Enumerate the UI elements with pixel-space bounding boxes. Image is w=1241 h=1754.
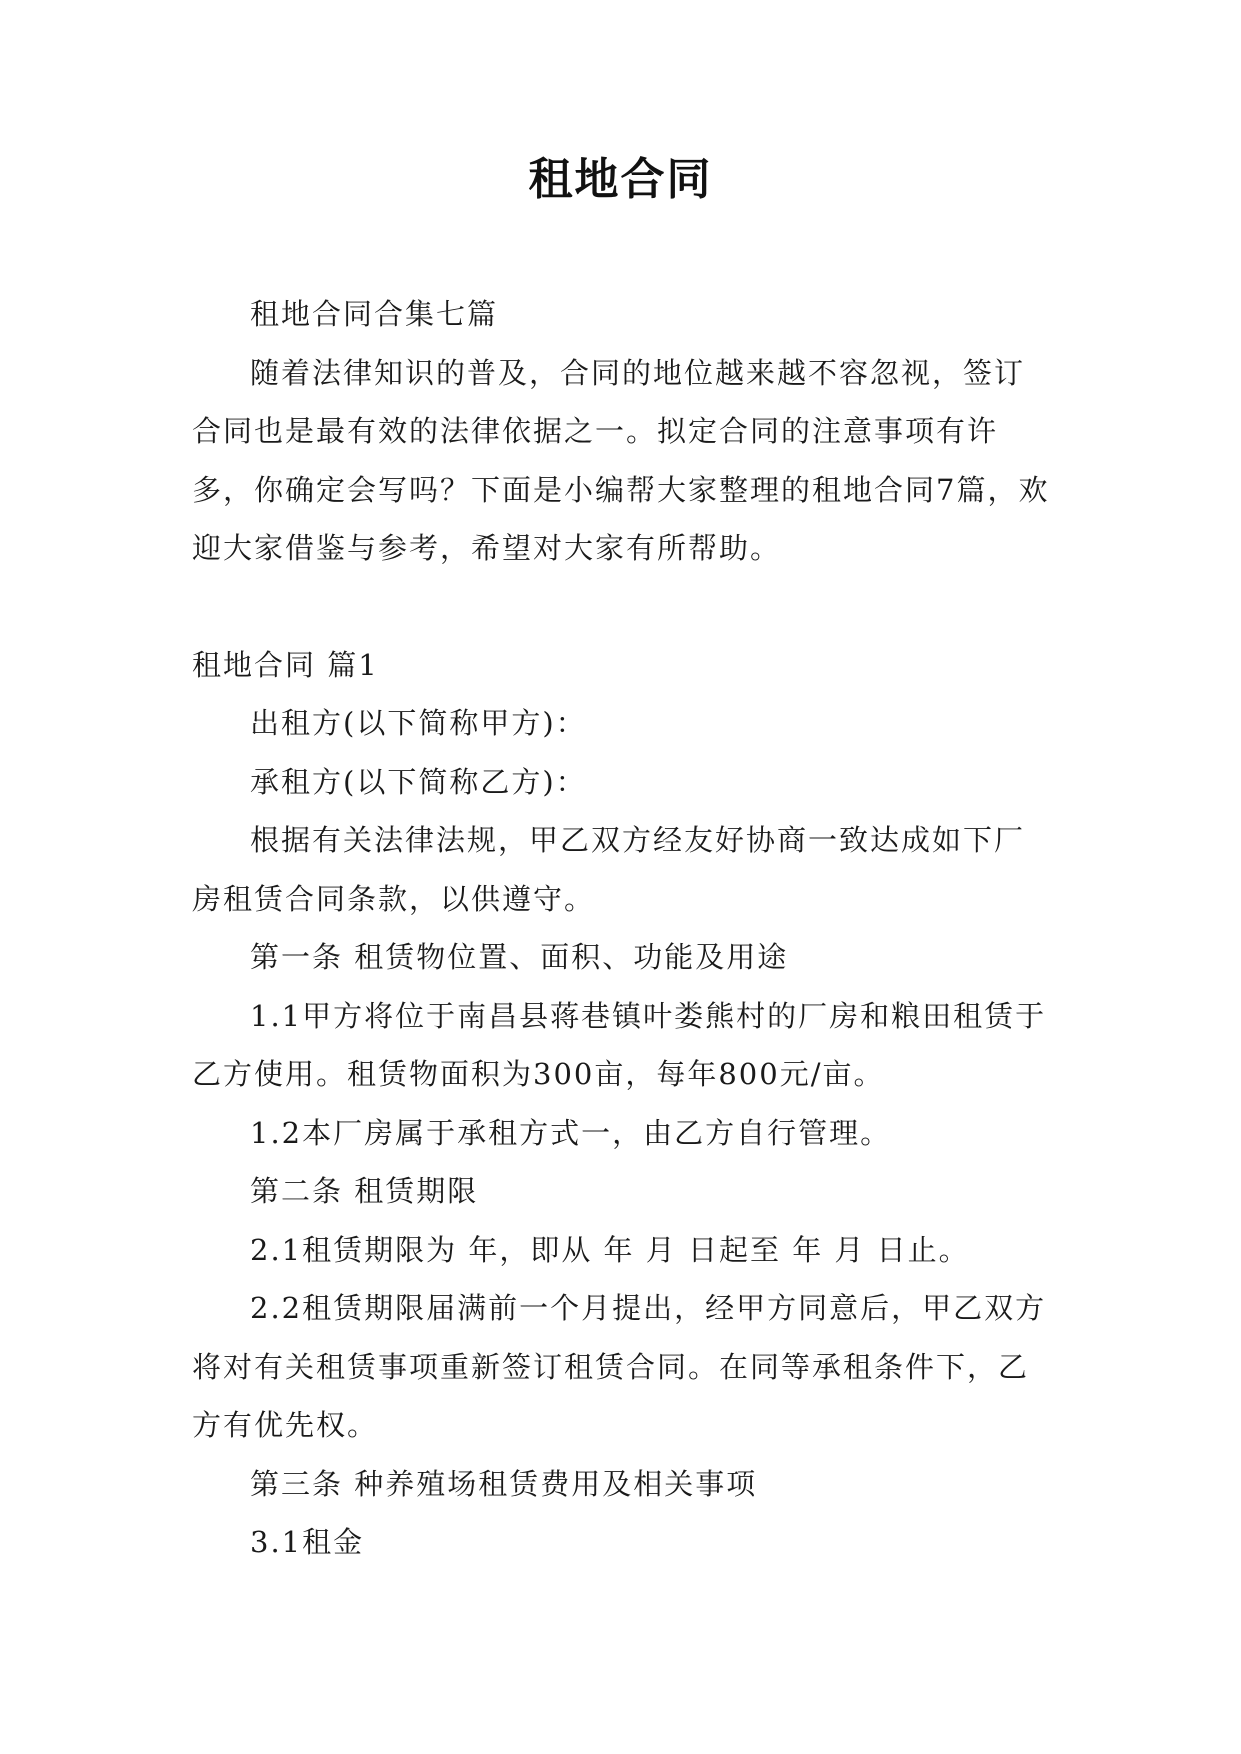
clause-paragraph: 1.2本厂房属于承租方式一，由乙方自行管理。	[250, 1115, 892, 1150]
lessee-line: 承租方(以下简称乙方)：	[250, 764, 587, 799]
clause-paragraph: 3.1租金	[250, 1525, 365, 1559]
clause-paragraph: 2.1租赁期限为 年，即从 年 月 日起至 年 月 日止。	[250, 1232, 970, 1267]
section-spacer	[192, 578, 1052, 636]
preamble-paragraph: 根据有关法律法规，甲乙双方经友好协商一致达成如下厂房租赁合同条款，以供遵守。	[192, 823, 1026, 916]
document-title: 租地合同	[528, 154, 713, 205]
article-heading: 第三条 种养殖场租赁费用及相关事项	[250, 1466, 758, 1501]
document-body	[192, 285, 1052, 1572]
intro-paragraph: 随着法律知识的普及，合同的地位越来越不容忽视，签订合同也是最有效的法律依据之一。拟定合同的注意事项有许多，你确定会写吗？下面是小编帮大家整理的租地合同7篇，欢迎大家借鉴与参考，希望对大家有所帮助。	[192, 355, 1050, 565]
article-heading: 第二条 租赁期限	[250, 1174, 479, 1208]
lessor-line: 出租方(以下简称甲方)：	[250, 706, 587, 740]
clause-paragraph: 1.1甲方将位于南昌县蒋巷镇叶娄熊村的厂房和粮田租赁于乙方使用。租赁物面积为300亩，每年800元/亩。	[192, 998, 1047, 1091]
section-heading: 租地合同 篇1	[192, 647, 379, 682]
collection-heading: 租地合同合集七篇	[250, 297, 499, 331]
article-heading: 第一条 租赁物位置、面积、功能及用途	[250, 940, 789, 974]
clause-paragraph: 2.2租赁期限届满前一个月提出，经甲方同意后，甲乙双方将对有关租赁事项重新签订租赁合同。在同等承租条件下，乙方有优先权。	[192, 1291, 1047, 1442]
